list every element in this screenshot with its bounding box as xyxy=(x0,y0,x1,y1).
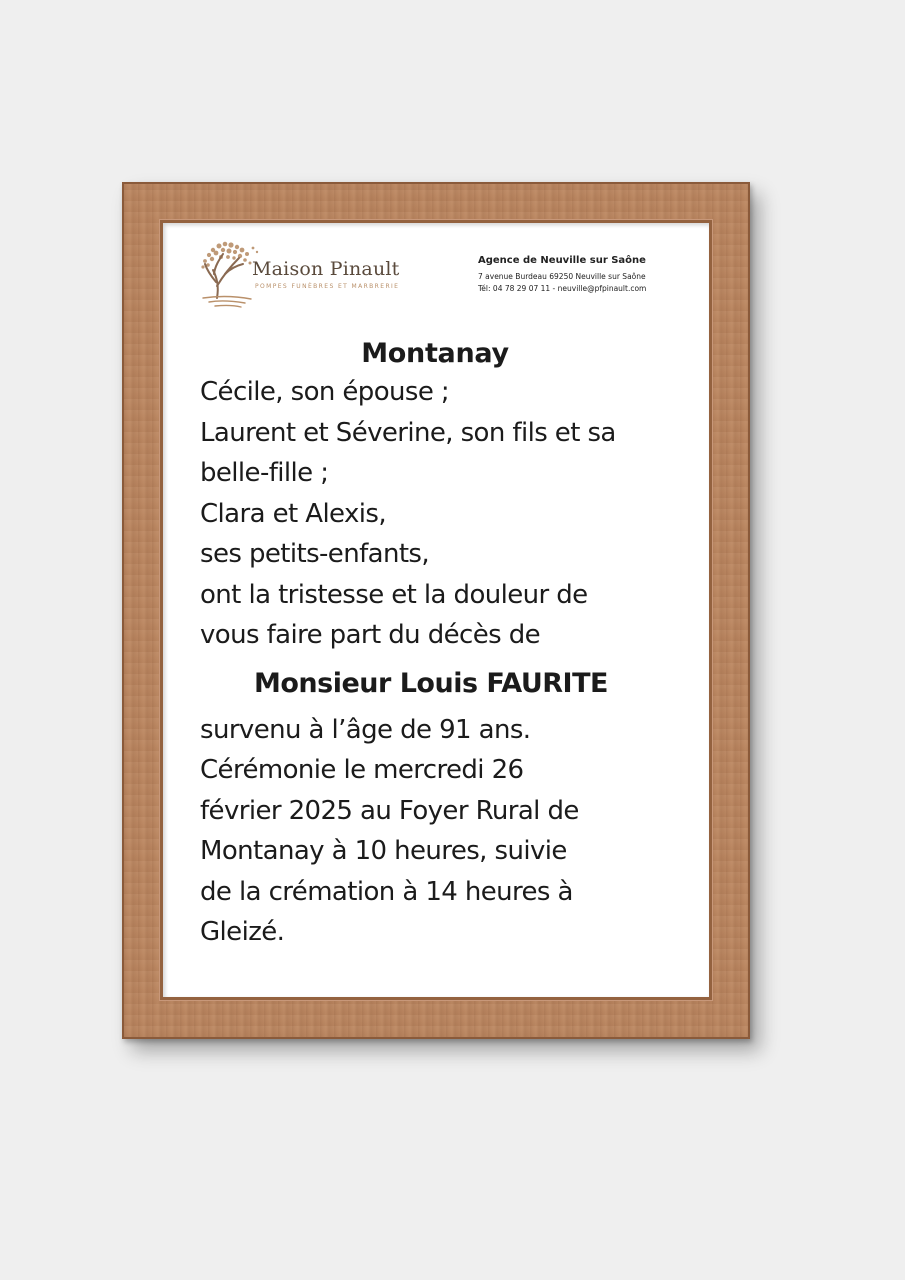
agency-title: Agence de Neuville sur Saône xyxy=(478,255,646,266)
deceased-name: Monsieur Louis FAURITE xyxy=(254,667,608,699)
agency-contact: Tél: 04 78 29 07 11 - neuville@pfpinault.com xyxy=(478,284,647,293)
details-line: Gleizé. xyxy=(200,917,285,947)
details-line: survenu à l’âge de 91 ans. xyxy=(200,714,531,745)
announcement-line: ont la tristesse et la douleur de xyxy=(200,579,588,610)
family-announcement xyxy=(200,372,680,656)
obituary-notice xyxy=(200,336,680,953)
agency-address: 7 avenue Burdeau 69250 Neuville sur Saône xyxy=(478,272,646,281)
logo-tagline: POMPES FUNÈBRES ET MARBRERIE xyxy=(255,283,400,290)
announcement-line: belle-fille ; xyxy=(200,458,329,488)
announcement-line: Clara et Alexis, xyxy=(200,498,387,529)
announcement-line: vous faire part du décès de xyxy=(200,620,541,650)
details-line: février 2025 au Foyer Rural de xyxy=(200,795,579,826)
announcement-line: Laurent et Séverine, son fils et sa xyxy=(200,417,616,448)
ceremony-details xyxy=(200,710,680,953)
details-line: de la crémation à 14 heures à xyxy=(200,876,573,907)
logo-brand-name: Maison Pinault xyxy=(252,258,400,280)
announcement-line: Cécile, son épouse ; xyxy=(200,377,450,407)
details-line: Montanay à 10 heures, suivie xyxy=(200,836,567,866)
announcement-line: ses petits-enfants, xyxy=(200,539,430,569)
town-heading: Montanay xyxy=(361,338,509,369)
agency-info xyxy=(478,255,698,295)
details-line: Cérémonie le mercredi 26 xyxy=(200,755,524,785)
company-logo xyxy=(195,236,450,311)
